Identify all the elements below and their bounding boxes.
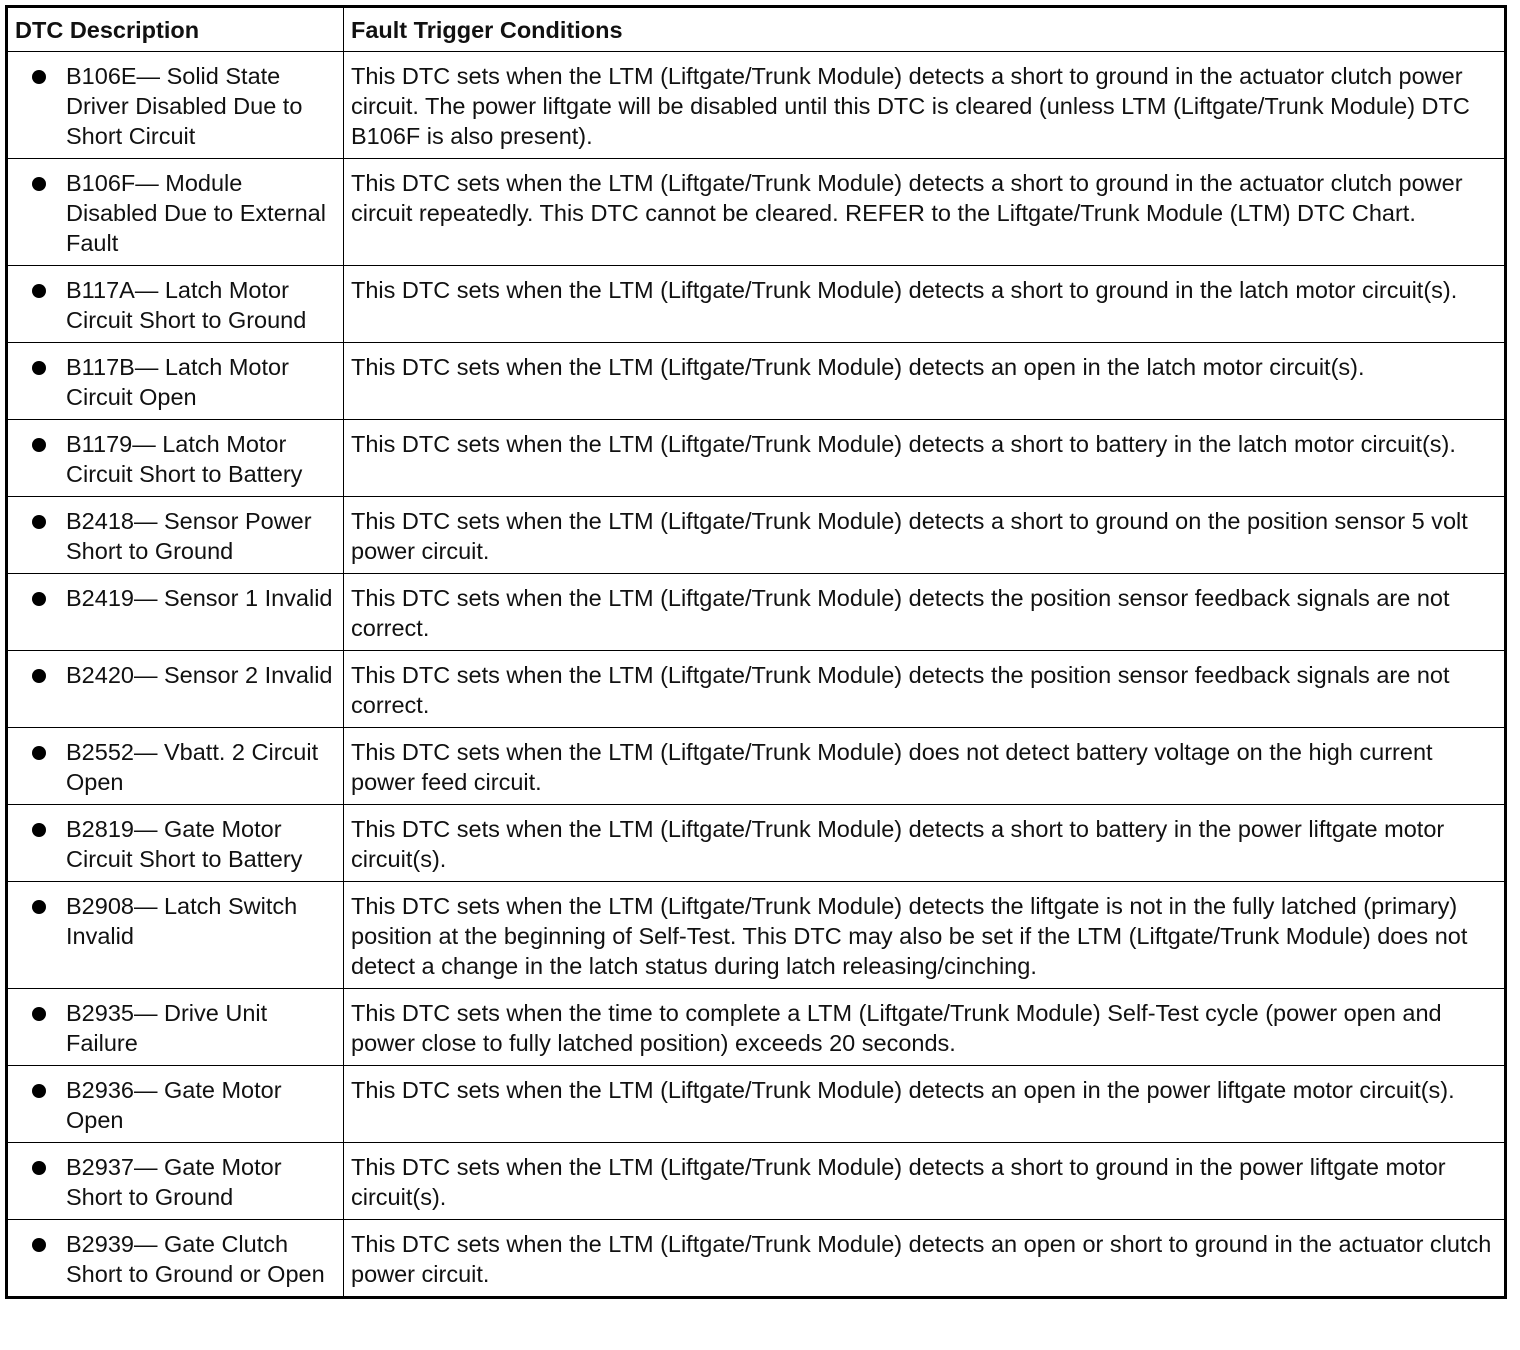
bullet-icon xyxy=(32,515,46,529)
dtc-description: B117B— Latch Motor Circuit Open xyxy=(66,354,289,410)
dtc-description-cell xyxy=(7,343,344,420)
table-row xyxy=(7,343,1506,420)
dtc-description: B2552— Vbatt. 2 Circuit Open xyxy=(66,739,319,795)
fault-condition: This DTC sets when the LTM (Liftgate/Trunk Module) detects a short to battery in the latch motor circuit(s). xyxy=(351,431,1456,457)
header-dtc-description: DTC Description xyxy=(7,7,344,52)
bullet-icon xyxy=(32,284,46,298)
fault-condition: This DTC sets when the LTM (Liftgate/Trunk Module) detects an open in the latch motor circuit(s). xyxy=(351,354,1365,380)
bullet-icon xyxy=(32,1238,46,1252)
dtc-description-cell xyxy=(7,728,344,805)
fault-condition-cell xyxy=(344,420,1506,497)
table-row xyxy=(7,420,1506,497)
dtc-description-cell xyxy=(7,266,344,343)
fault-condition: This DTC sets when the LTM (Liftgate/Trunk Module) detects a short to battery in the power liftgate motor circuit(s). xyxy=(351,816,1445,872)
dtc-table xyxy=(5,5,1507,1299)
bullet-icon xyxy=(32,70,46,84)
header-fault-trigger-conditions: Fault Trigger Conditions xyxy=(344,7,1506,52)
dtc-description: B2939— Gate Clutch Short to Ground or Open xyxy=(66,1231,325,1287)
bullet-icon xyxy=(32,746,46,760)
fault-condition-cell xyxy=(344,728,1506,805)
dtc-description: B2419— Sensor 1 Invalid xyxy=(66,585,333,611)
dtc-description: B117A— Latch Motor Circuit Short to Ground xyxy=(66,277,307,333)
fault-condition-cell xyxy=(344,159,1506,266)
dtc-description-cell xyxy=(7,159,344,266)
bullet-icon xyxy=(32,1161,46,1175)
dtc-description-cell xyxy=(7,1066,344,1143)
table-row xyxy=(7,989,1506,1066)
fault-condition-cell xyxy=(344,343,1506,420)
fault-condition: This DTC sets when the LTM (Liftgate/Trunk Module) detects the position sensor feedback signals are not correct. xyxy=(351,585,1450,641)
dtc-description: B2819— Gate Motor Circuit Short to Battery xyxy=(66,816,303,872)
dtc-description-cell xyxy=(7,574,344,651)
fault-condition: This DTC sets when the LTM (Liftgate/Trunk Module) detects a short to ground in the actuator clutch power circuit repeatedly. This DTC cannot be cleared. REFER to the Liftgate/Trunk Module (LTM) DTC Chart. xyxy=(351,170,1463,226)
fault-condition-cell xyxy=(344,574,1506,651)
dtc-description-cell xyxy=(7,1220,344,1298)
dtc-description-cell xyxy=(7,989,344,1066)
fault-condition-cell xyxy=(344,989,1506,1066)
fault-condition: This DTC sets when the LTM (Liftgate/Trunk Module) detects a short to ground on the position sensor 5 volt power circuit. xyxy=(351,508,1468,564)
dtc-description-cell xyxy=(7,1143,344,1220)
table-row xyxy=(7,266,1506,343)
table-row xyxy=(7,497,1506,574)
fault-condition-cell xyxy=(344,266,1506,343)
table-row xyxy=(7,651,1506,728)
bullet-icon xyxy=(32,1007,46,1021)
dtc-description-cell xyxy=(7,52,344,159)
fault-condition: This DTC sets when the LTM (Liftgate/Trunk Module) detects a short to ground in the power liftgate motor circuit(s). xyxy=(351,1154,1446,1210)
fault-condition: This DTC sets when the LTM (Liftgate/Trunk Module) detects the liftgate is not in the fully latched (primary) position at the beginning of Self-Test. This DTC may also be set if the LTM (Liftgate/Trunk Module) does not detect a change in the latch status during latch releasing/cinching. xyxy=(351,893,1468,979)
dtc-description: B2937— Gate Motor Short to Ground xyxy=(66,1154,282,1210)
fault-condition-cell xyxy=(344,52,1506,159)
dtc-description-cell xyxy=(7,882,344,989)
bullet-icon xyxy=(32,669,46,683)
fault-condition: This DTC sets when the LTM (Liftgate/Trunk Module) detects an open in the power liftgate motor circuit(s). xyxy=(351,1077,1455,1103)
bullet-icon xyxy=(32,900,46,914)
bullet-icon xyxy=(32,177,46,191)
dtc-description-cell xyxy=(7,420,344,497)
table-header-row xyxy=(7,7,1506,52)
table-row xyxy=(7,1066,1506,1143)
fault-condition: This DTC sets when the LTM (Liftgate/Trunk Module) does not detect battery voltage on the high current power feed circuit. xyxy=(351,739,1433,795)
fault-condition: This DTC sets when the LTM (Liftgate/Trunk Module) detects the position sensor feedback signals are not correct. xyxy=(351,662,1450,718)
fault-condition: This DTC sets when the time to complete a LTM (Liftgate/Trunk Module) Self-Test cycle (power open and power close to fully latched position) exceeds 20 seconds. xyxy=(351,1000,1442,1056)
dtc-description: B2420— Sensor 2 Invalid xyxy=(66,662,333,688)
fault-condition: This DTC sets when the LTM (Liftgate/Trunk Module) detects a short to ground in the latch motor circuit(s). xyxy=(351,277,1458,303)
dtc-description-cell xyxy=(7,805,344,882)
fault-condition-cell xyxy=(344,497,1506,574)
dtc-description: B1179— Latch Motor Circuit Short to Battery xyxy=(66,431,303,487)
fault-condition-cell xyxy=(344,1220,1506,1298)
fault-condition: This DTC sets when the LTM (Liftgate/Trunk Module) detects an open or short to ground in the actuator clutch power circuit. xyxy=(351,1231,1492,1287)
dtc-description: B106F— Module Disabled Due to External Fault xyxy=(66,170,326,256)
table-row xyxy=(7,1220,1506,1298)
dtc-description: B2908— Latch Switch Invalid xyxy=(66,893,298,949)
bullet-icon xyxy=(32,1084,46,1098)
table-row xyxy=(7,1143,1506,1220)
bullet-icon xyxy=(32,823,46,837)
fault-condition: This DTC sets when the LTM (Liftgate/Trunk Module) detects a short to ground in the actuator clutch power circuit. The power liftgate will be disabled until this DTC is cleared (unless LTM (Liftgate/Trunk Module) DTC B106F is also present). xyxy=(351,63,1470,149)
fault-condition-cell xyxy=(344,1143,1506,1220)
dtc-description: B106E— Solid State Driver Disabled Due to Short Circuit xyxy=(66,63,303,149)
table-row xyxy=(7,574,1506,651)
table-row xyxy=(7,728,1506,805)
dtc-description-cell xyxy=(7,651,344,728)
bullet-icon xyxy=(32,592,46,606)
table-row xyxy=(7,805,1506,882)
fault-condition-cell xyxy=(344,882,1506,989)
fault-condition-cell xyxy=(344,651,1506,728)
table-row xyxy=(7,882,1506,989)
table-row xyxy=(7,52,1506,159)
dtc-description: B2935— Drive Unit Failure xyxy=(66,1000,268,1056)
fault-condition-cell xyxy=(344,805,1506,882)
dtc-description: B2936— Gate Motor Open xyxy=(66,1077,282,1133)
fault-condition-cell xyxy=(344,1066,1506,1143)
dtc-description: B2418— Sensor Power Short to Ground xyxy=(66,508,312,564)
bullet-icon xyxy=(32,361,46,375)
bullet-icon xyxy=(32,438,46,452)
table-row xyxy=(7,159,1506,266)
dtc-description-cell xyxy=(7,497,344,574)
